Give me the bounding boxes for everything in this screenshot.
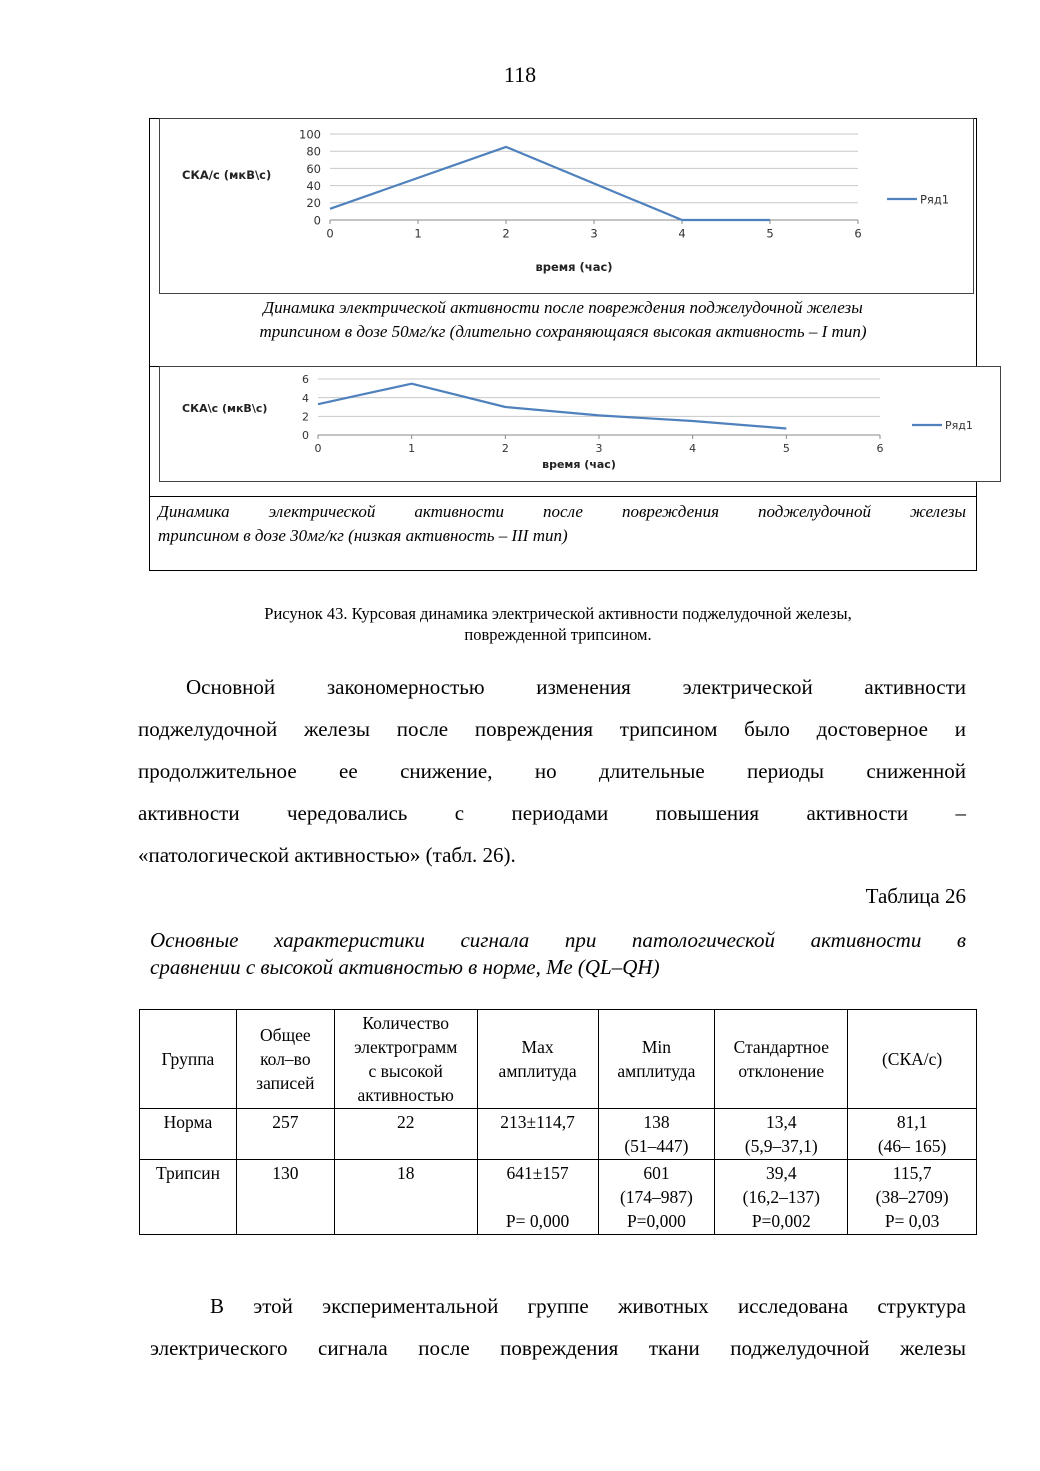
x-tick-label: 2 — [502, 226, 510, 241]
table-row — [140, 1109, 977, 1160]
table-label: Таблица 26 — [865, 884, 966, 908]
table-cell — [236, 1160, 334, 1235]
cell-line: 130 — [272, 1163, 299, 1183]
table-cell — [848, 1109, 977, 1160]
x-tick-label: 5 — [782, 442, 790, 455]
header-line: (СКА/с) — [881, 1049, 943, 1069]
header-line: Min — [641, 1037, 672, 1057]
header-line: Общее — [260, 1025, 311, 1045]
table-title — [150, 927, 966, 981]
series-line — [318, 384, 786, 429]
header-line: амплитуда — [498, 1061, 577, 1081]
header-line: активностью — [357, 1085, 454, 1105]
x-axis-title: время (час) — [542, 458, 616, 471]
table-cell — [334, 1160, 477, 1235]
cell-line: (38–2709) — [875, 1187, 949, 1207]
table-title-line: сравнении с высокой активностью в норме, Ме (QL–QH) — [150, 955, 660, 979]
x-tick-label: 6 — [854, 226, 862, 241]
header-line: Max — [521, 1037, 554, 1057]
y-tick-label: 4 — [302, 391, 309, 405]
x-tick-label: 0 — [326, 226, 334, 241]
table-cell — [477, 1160, 598, 1235]
cell-line: P=0,000 — [626, 1211, 686, 1231]
paragraph-line: продолжительное ее снижение, но длительные периоды сниженной — [138, 759, 966, 783]
chart-panel-2 — [159, 366, 1001, 482]
y-tick-label: 40 — [306, 178, 321, 193]
header-cell — [715, 1010, 848, 1109]
y-tick-label: 0 — [302, 429, 309, 443]
figure-caption-line: Рисунок 43. Курсовая динамика электрической активности поджелудочной железы, — [264, 604, 852, 623]
paragraph-line: В этой экспериментальной группе животных исследована структура — [210, 1294, 966, 1318]
body-paragraph-1 — [138, 666, 966, 876]
header-line: записей — [256, 1073, 315, 1093]
panel-1-caption — [150, 296, 976, 344]
y-axis-title: СКА/с (мкВ\с) — [182, 168, 272, 182]
y-tick-label: 20 — [306, 196, 321, 211]
table-row — [140, 1160, 977, 1235]
paragraph-line: Основной закономерностью изменения электрической активности — [186, 675, 966, 699]
table-cell — [715, 1160, 848, 1235]
y-tick-label: 6 — [302, 373, 309, 387]
chart-panel-1 — [159, 118, 974, 294]
chart-2-svg — [160, 367, 1002, 483]
x-tick-label: 4 — [689, 442, 697, 455]
x-tick-label: 5 — [766, 226, 774, 241]
header-cell — [140, 1010, 237, 1109]
figure-caption-line: поврежденной трипсином. — [464, 625, 652, 644]
header-cell — [598, 1010, 715, 1109]
header-line: Количество — [362, 1013, 450, 1033]
cell-line: 13,4 — [766, 1112, 797, 1132]
figure-divider — [149, 496, 977, 497]
header-line: Стандартное — [733, 1037, 829, 1057]
chart-1-svg — [160, 119, 975, 295]
table-title-line: Основные характеристики сигнала при патологической активности в — [150, 928, 966, 952]
header-cell — [477, 1010, 598, 1109]
panel-2-caption-line: Динамика электрической активности после повреждения поджелудочной железы — [158, 502, 966, 521]
paragraph-line: «патологической активностью» (табл. 26). — [138, 843, 516, 867]
panel-2-caption-line: трипсином в дозе 30мг/кг (низкая активность – III тип) — [158, 526, 568, 545]
x-tick-label: 4 — [678, 226, 686, 241]
table-header-row — [140, 1010, 977, 1109]
panel-1-caption-line: Динамика электрической активности после повреждения поджелудочной железы — [263, 298, 863, 317]
figure-caption — [140, 603, 976, 645]
header-cell — [334, 1010, 477, 1109]
cell-line: Трипсин — [155, 1163, 220, 1183]
cell-line: 601 — [643, 1163, 670, 1183]
table-cell — [715, 1109, 848, 1160]
x-tick-label: 1 — [414, 226, 422, 241]
table-cell — [140, 1160, 237, 1235]
table-cell — [598, 1160, 715, 1235]
header-cell — [236, 1010, 334, 1109]
y-tick-label: 100 — [299, 127, 321, 142]
cell-line: P= 0,000 — [505, 1211, 570, 1231]
cell-line: 257 — [272, 1112, 299, 1132]
table-cell — [334, 1109, 477, 1160]
cell-line: 22 — [396, 1112, 415, 1132]
y-axis-title: СКА\с (мкВ\с) — [182, 402, 268, 415]
x-tick-label: 0 — [314, 442, 322, 455]
cell-line: (51–447) — [624, 1136, 689, 1156]
table-cell — [848, 1160, 977, 1235]
cell-line: (174–987) — [619, 1187, 693, 1207]
legend-label: Ряд1 — [920, 192, 950, 207]
cell-line: (16,2–137) — [742, 1187, 820, 1207]
y-tick-label: 2 — [302, 410, 309, 424]
x-tick-label: 3 — [595, 442, 603, 455]
cell-line: 115,7 — [892, 1163, 932, 1183]
cell-line: 138 — [643, 1112, 670, 1132]
table-cell — [598, 1109, 715, 1160]
x-tick-label: 2 — [501, 442, 509, 455]
x-tick-label: 1 — [408, 442, 416, 455]
y-tick-label: 0 — [313, 213, 321, 228]
cell-line: 81,1 — [896, 1112, 928, 1132]
cell-line: 18 — [396, 1163, 415, 1183]
cell-line: 213±114,7 — [500, 1112, 575, 1132]
table-cell — [477, 1109, 598, 1160]
x-tick-label: 6 — [876, 442, 884, 455]
cell-line: P=0,002 — [751, 1211, 811, 1231]
paragraph-line: электрического сигнала после повреждения ткани поджелудочной железы — [150, 1336, 966, 1360]
y-tick-label: 60 — [306, 161, 321, 176]
x-axis-title: время (час) — [535, 260, 613, 274]
y-tick-label: 80 — [306, 144, 321, 159]
cell-line: 641±157 — [506, 1163, 569, 1183]
header-line: кол–во — [260, 1049, 311, 1069]
header-line: амплитуда — [617, 1061, 696, 1081]
header-line: с высокой — [368, 1061, 443, 1081]
cell-line: P= 0,03 — [884, 1211, 940, 1231]
header-cell — [848, 1010, 977, 1109]
panel-2-caption — [158, 500, 966, 548]
header-line: отклонение — [738, 1061, 825, 1081]
data-table — [139, 1009, 977, 1235]
series-line — [330, 147, 770, 220]
x-tick-label: 3 — [590, 226, 598, 241]
header-line: Группа — [161, 1049, 215, 1069]
body-paragraph-2 — [150, 1285, 966, 1369]
paragraph-line: активности чередовались с периодами повышения активности – — [138, 801, 966, 825]
cell-line: (5,9–37,1) — [744, 1136, 818, 1156]
cell-line: Норма — [163, 1112, 213, 1132]
page-number: 118 — [503, 62, 537, 87]
cell-line — [481, 1185, 595, 1209]
panel-1-caption-line: трипсином в дозе 50мг/кг (длительно сохраняющаяся высокая активность – I тип) — [259, 322, 867, 341]
table-cell — [236, 1109, 334, 1160]
legend-label: Ряд1 — [945, 419, 973, 433]
header-line: электрограмм — [354, 1037, 458, 1057]
cell-line: 39,4 — [766, 1163, 797, 1183]
paragraph-line: поджелудочной железы после повреждения трипсином было достоверное и — [138, 717, 966, 741]
cell-line: (46– 165) — [877, 1136, 947, 1156]
table-cell — [140, 1109, 237, 1160]
